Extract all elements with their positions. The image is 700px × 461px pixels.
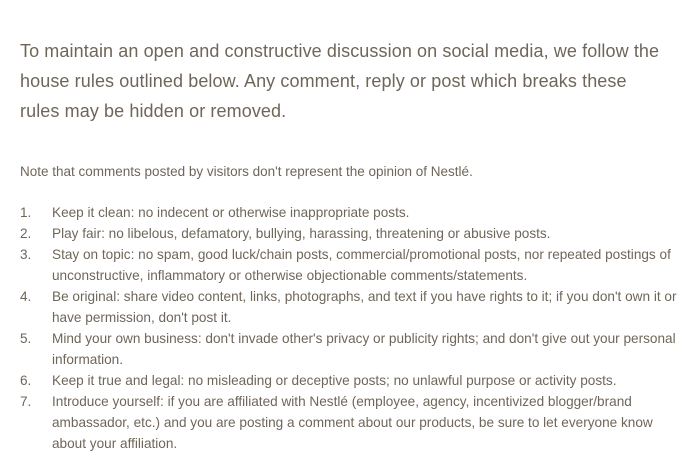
list-item (20, 223, 685, 244)
list-item-text: Keep it true and legal: no misleading or deceptive posts; no unlawful purpose or activity posts. (52, 373, 617, 388)
list-item-number: 4. (20, 289, 32, 304)
list-item-number: 3. (20, 247, 32, 262)
list-item-text: Introduce yourself: if you are affiliated with Nestlé (employee, agency, incentivized blogger/brand ambassador, etc.) and you are posting a comment about our products, be sure to let everyone know about your affiliation. (52, 394, 653, 451)
list-item-number: 5. (20, 331, 32, 346)
list-item (20, 370, 685, 391)
list-item (20, 328, 685, 370)
list-item-text: Be original: share video content, links, photographs, and text if you have rights to it; if you don't own it or have permission, don't post it. (52, 289, 677, 325)
list-item (20, 202, 685, 223)
list-item-number: 6. (20, 373, 32, 388)
intro-paragraph: To maintain an open and constructive discussion on social media, we follow the house rules outlined below. Any comment, reply or post which breaks these rules may be hidden or removed. (20, 41, 660, 121)
list-item (20, 286, 685, 328)
house-rules-list (20, 202, 685, 454)
list-item-number: 1. (20, 205, 32, 220)
list-item-number: 2. (20, 226, 32, 241)
list-item (20, 391, 685, 454)
list-item (20, 244, 685, 286)
list-item-text: Stay on topic: no spam, good luck/chain posts, commercial/promotional posts, nor repeated postings of unconstructive, inflammatory or otherwise objectionable comments/statements. (52, 247, 671, 283)
visitor-comments-note: Note that comments posted by visitors don't represent the opinion of Nestlé. (20, 163, 473, 179)
list-item-text: Mind your own business: don't invade other's privacy or publicity rights; and don't give out your personal information. (52, 331, 676, 367)
list-item-text: Keep it clean: no indecent or otherwise inappropriate posts. (52, 205, 410, 220)
list-item-number: 7. (20, 394, 32, 409)
list-item-text: Play fair: no libelous, defamatory, bullying, harassing, threatening or abusive posts. (52, 226, 551, 241)
